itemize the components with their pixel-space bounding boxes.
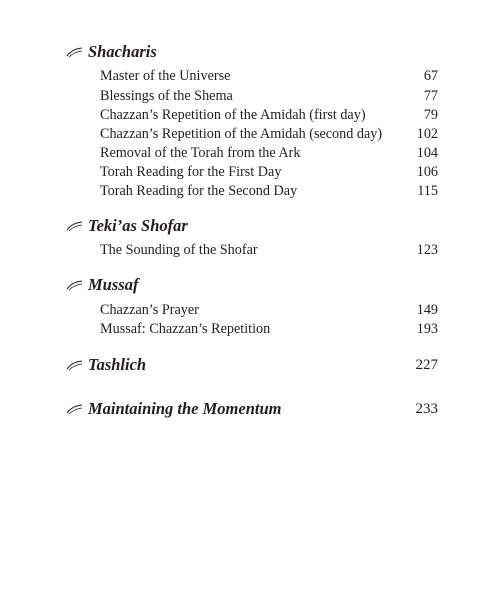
entry-page-number: 123 xyxy=(416,242,438,258)
entry-label: Chazzan’s Repetition of the Amidah (first day) xyxy=(100,107,366,123)
entry-label: Removal of the Torah from the Ark xyxy=(100,145,301,161)
toc-entry[interactable] xyxy=(100,86,438,106)
section-page-number: 227 xyxy=(415,357,438,373)
shofar-icon xyxy=(66,46,84,58)
entry-label: Blessings of the Shema xyxy=(100,88,233,104)
toc-entry[interactable] xyxy=(100,124,438,144)
section-title: Shacharis xyxy=(88,42,157,61)
section-title: Teki’as Shofar xyxy=(88,216,188,235)
section-heading-tekias-shofar[interactable] xyxy=(66,215,438,237)
shofar-icon xyxy=(66,359,84,371)
entry-label: Master of the Universe xyxy=(100,68,231,84)
shofar-icon xyxy=(66,279,84,291)
section-heading-maintaining-the-momentum[interactable] xyxy=(66,398,438,420)
entry-page-number: 77 xyxy=(423,88,438,104)
toc-entry[interactable] xyxy=(100,162,438,182)
toc-entry[interactable] xyxy=(100,181,438,201)
entry-label: Torah Reading for the Second Day xyxy=(100,183,298,199)
entry-page-number: 115 xyxy=(417,183,438,199)
entry-label: Chazzan’s Prayer xyxy=(100,302,199,318)
entry-label: Mussaf: Chazzan’s Repetition xyxy=(100,321,271,337)
section-heading-mussaf[interactable] xyxy=(66,274,438,296)
shofar-icon xyxy=(66,403,84,415)
toc-entry[interactable] xyxy=(100,66,438,86)
entry-page-number: 104 xyxy=(416,145,438,161)
entry-page-number: 106 xyxy=(416,164,438,180)
entry-page-number: 79 xyxy=(423,107,438,123)
entry-page-number: 102 xyxy=(416,126,438,142)
toc-entry[interactable] xyxy=(100,300,438,320)
entry-page-number: 193 xyxy=(416,321,438,337)
toc-entry[interactable] xyxy=(100,143,438,163)
entry-label: Torah Reading for the First Day xyxy=(100,164,282,180)
toc-entry[interactable] xyxy=(100,240,438,260)
toc-entry[interactable] xyxy=(100,105,438,125)
entry-label: The Sounding of the Shofar xyxy=(100,242,258,258)
entry-page-number: 149 xyxy=(416,302,438,318)
section-title: Tashlich xyxy=(88,355,147,374)
section-title: Mussaf xyxy=(88,275,139,294)
entry-label: Chazzan’s Repetition of the Amidah (second day) xyxy=(100,126,383,142)
section-heading-shacharis[interactable] xyxy=(66,41,438,63)
shofar-icon xyxy=(66,220,84,232)
section-title: Maintaining the Momentum xyxy=(88,399,282,418)
section-page-number: 233 xyxy=(415,401,438,417)
toc-entry[interactable] xyxy=(100,319,438,339)
section-heading-tashlich[interactable] xyxy=(66,354,438,376)
entry-page-number: 67 xyxy=(423,68,438,84)
